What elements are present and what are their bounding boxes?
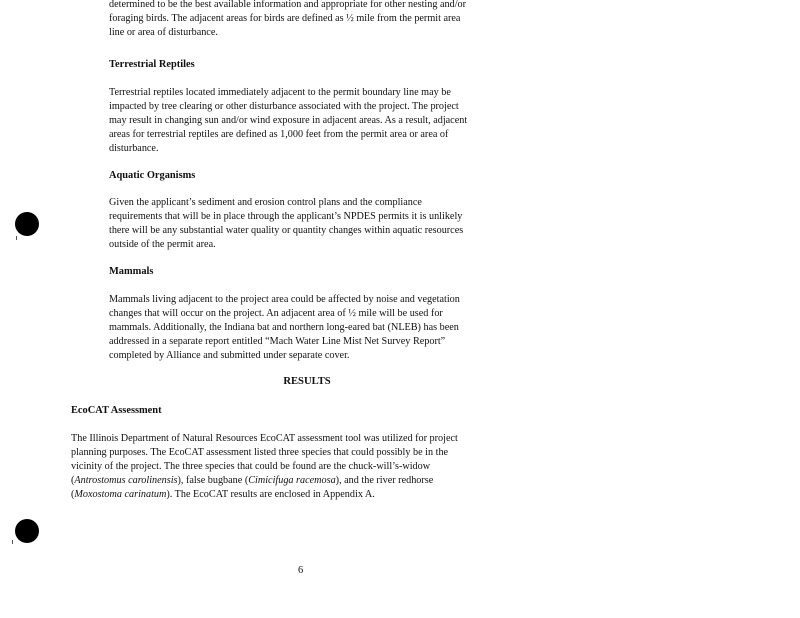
aquatic-line: outside of the permit area. <box>109 239 216 250</box>
reptiles-line: disturbance. <box>109 143 159 154</box>
aquatic-organisms-paragraph <box>109 196 549 252</box>
results-heading: RESULTS <box>283 376 331 387</box>
ecocat-line-text: ( <box>71 489 75 500</box>
scan-artifact <box>12 540 13 544</box>
ecocat-line: planning purposes. The EcoCAT assessment listed three species that could possibly be in the <box>71 447 449 458</box>
species-name: Antrostomus carolinensis <box>74 475 178 486</box>
terrestrial-reptiles-heading: Terrestrial Reptiles <box>109 59 195 70</box>
aquatic-line: there will be any substantial water quality or quantity changes within aquatic resources <box>109 225 464 236</box>
reptiles-line: may result in changing sun and/or wind exposure in adjacent areas. As a result, adjacent <box>109 115 468 126</box>
mammals-paragraph <box>109 293 549 363</box>
mammals-line: addressed in a separate report entitled “Mach Water Line Mist Net Survey Report” <box>109 336 446 347</box>
species-name: Moxostoma carinatum <box>74 489 167 500</box>
ecocat-line-text: ), false bugbane ( <box>177 475 249 486</box>
intro-line: foraging birds. The adjacent areas for birds are defined as ½ mile from the permit area <box>109 13 461 24</box>
intro-paragraph <box>109 0 549 40</box>
ecocat-paragraph <box>71 432 551 502</box>
intro-line: line or area of disturbance. <box>109 27 218 38</box>
scan-artifact <box>16 236 17 240</box>
mammals-line: Mammals living adjacent to the project area could be affected by noise and vegetation <box>109 294 460 305</box>
aquatic-line: Given the applicant’s sediment and erosion control plans and the compliance <box>109 197 422 208</box>
mammals-line: mammals. Additionally, the Indiana bat and northern long-eared bat (NLEB) has been <box>109 322 459 333</box>
ecocat-heading: EcoCAT Assessment <box>71 405 162 416</box>
reptiles-line: areas for terrestrial reptiles are defined as 1,000 feet from the permit area or area of <box>109 129 449 140</box>
terrestrial-reptiles-paragraph <box>109 86 549 156</box>
mammals-heading: Mammals <box>109 266 154 277</box>
mammals-line: changes that will occur on the project. An adjacent area of ½ mile will be used for <box>109 308 443 319</box>
aquatic-line: requirements that will be in place through the applicant’s NPDES permits it is unlikely <box>109 211 463 222</box>
aquatic-organisms-heading: Aquatic Organisms <box>109 170 196 181</box>
reptiles-line: Terrestrial reptiles located immediately adjacent to the permit boundary line may be <box>109 87 451 98</box>
page-number: 6 <box>298 565 304 576</box>
ecocat-line-text: ). The EcoCAT results are enclosed in Appendix A. <box>166 489 375 500</box>
ecocat-line: The Illinois Department of Natural Resources EcoCAT assessment tool was utilized for project <box>71 433 458 444</box>
species-name: Cimicifuga racemosa <box>248 475 336 486</box>
punch-hole <box>15 212 39 236</box>
punch-hole <box>15 519 39 543</box>
ecocat-line-text: ( <box>71 475 75 486</box>
ecocat-line-text: ), and the river redhorse <box>335 475 434 486</box>
mammals-line: completed by Alliance and submitted under separate cover. <box>109 350 350 361</box>
ecocat-line: vicinity of the project. The three species that could be found are the chuck-will’s-widow <box>71 461 431 472</box>
intro-line: determined to be the best available information and appropriate for other nesting and/or <box>109 0 467 10</box>
reptiles-line: impacted by tree clearing or other disturbance associated with the project. The project <box>109 101 459 112</box>
